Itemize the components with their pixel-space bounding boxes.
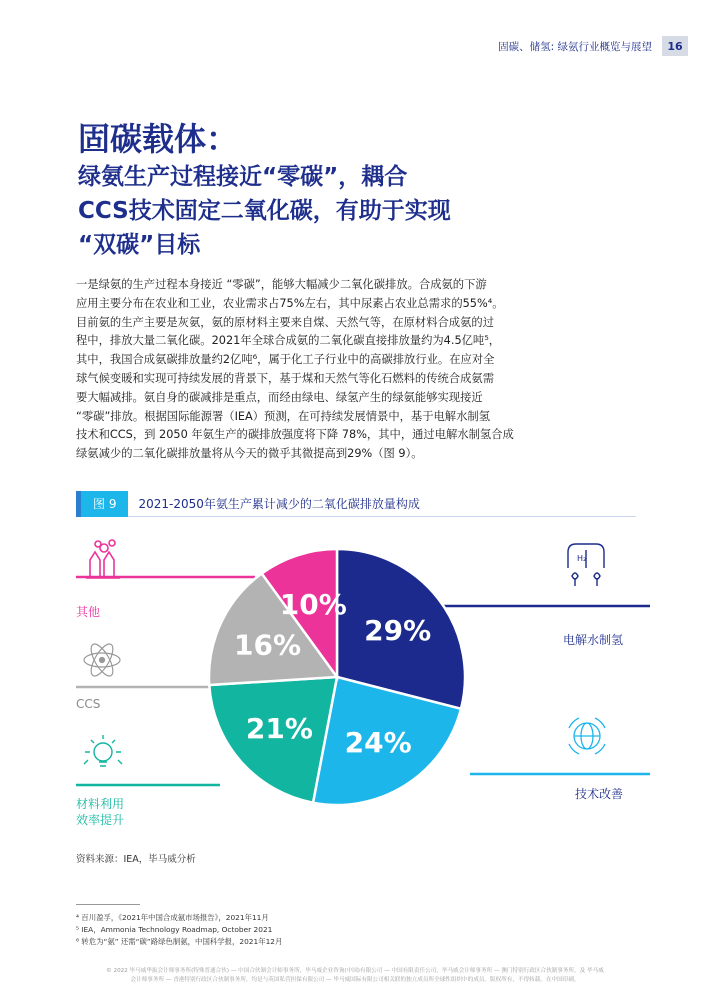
- footnote: ⁴ 百川盈孚，《2021年中国合成氨市场报告》，2021年11月: [76, 913, 269, 922]
- header-title: 固碳、储氢: 绿氨行业概览与展望: [498, 40, 652, 53]
- body-line: 技术和CCS，到 2050 年氨生产的碳排放强度将下降 78%，其中，通过电解水制氢合成: [76, 428, 514, 442]
- label-other: 其他: [76, 605, 101, 619]
- label-material: [76, 796, 124, 828]
- globe-icon: [569, 718, 605, 754]
- factory-icon: [86, 540, 120, 578]
- copyright-notice: [60, 967, 650, 985]
- pie-value-label-0: 29%: [364, 613, 432, 647]
- pie-value-label-4: 10%: [279, 587, 347, 621]
- label-electrolysis: 电解水制氢: [563, 633, 624, 647]
- label-tech: 技术改善: [575, 787, 624, 801]
- atom-icon: [84, 641, 120, 679]
- footnote: ⁶ 转危为“氨” 还需“碳”路绿色制氨，中国科学报，2021年12月: [76, 937, 283, 946]
- footnote-divider: [76, 904, 140, 905]
- body-line: 其中，我国合成氨碳排放量约2亿吨⁶，属于化工子行业中的高碳排放行业。在应对全: [76, 353, 495, 367]
- body-line: 程中，排放大量二氧化碳。2021年全球合成氨的二氧化碳直接排放量约为4.5亿吨⁵，: [76, 334, 501, 348]
- pie-value-label-2: 21%: [245, 711, 313, 745]
- figure-number: 图 9: [76, 491, 128, 517]
- label-ccs: CCS: [76, 697, 101, 711]
- title-line-3: CCS技术固定二氧化碳，有助于实现: [78, 198, 451, 224]
- figure-title: 2021-2050年氨生产累计减少的二氧化碳排放量构成: [138, 497, 420, 511]
- copyright-line: 会计师事务所 — 香港特别行政区合伙制事务所，均是与英国私营担保有限公司 — 毕马威国际有限公司相关联的独立成员所全球性组织中的成员。版权所有，不得转载。在中国印刷。: [130, 977, 580, 983]
- body-line: 要大幅减排。氨自身的碳减排是重点，而经由绿电、绿氢产生的绿氨能够实现接近: [76, 390, 483, 404]
- pie-value-label-1: 24%: [344, 725, 412, 759]
- footnotes: [76, 912, 282, 948]
- body-line: 绿氨减少的二氧化碳排放量将从今天的微乎其微提高到29%（图 9）。: [76, 447, 423, 461]
- page-title: [78, 118, 638, 262]
- body-line: 目前氨的生产主要是灰氨，氨的原材料主要来自煤、天然气等，在原材料合成氨的过: [76, 315, 494, 329]
- source-note: 资料来源：IEA，毕马威分析: [76, 854, 196, 865]
- label-material-line-2: 效率提升: [76, 813, 125, 827]
- page-header: [498, 36, 688, 56]
- pie-value-label-3: 16%: [233, 628, 302, 662]
- title-line-1: 固碳载体：: [78, 120, 239, 158]
- body-line: 一是绿氨的生产过程本身接近 “零碳”，能够大幅减少二氧化碳排放。合成氨的下游: [76, 278, 487, 291]
- body-line: 应用主要分布在农业和工业，农业需求占75%左右，其中尿素占农业总需求的55%⁴。: [76, 296, 504, 310]
- h2-icon-text: H₂: [577, 554, 587, 563]
- body-line: 球气候变暖和实现可持续发展的背景下，基于煤和天然气等化石燃料的传统合成氨需: [76, 371, 494, 385]
- title-line-2: 绿氨生产过程接近“零碳”，耦合: [78, 164, 408, 190]
- footnote: ⁵ IEA，Ammonia Technology Roadmap, October 2021: [76, 925, 273, 934]
- body-paragraph: [76, 276, 636, 464]
- body-line: “零碳”排放。根据国际能源署（IEA）预测，在可持续发展情景中，基于电解水制氢: [76, 409, 490, 423]
- copyright-line: © 2022 毕马威华振会计师事务所(特殊普通合伙) — 中国合伙制会计师事务所，毕马威企业咨询(中国)有限公司 — 中国有限责任公司，毕马威会计师事务所 — 澳门特别行政区合伙制事务所，及 毕马威: [106, 968, 604, 974]
- lightbulb-icon: [84, 735, 122, 766]
- title-line-4: “双碳”目标: [78, 232, 201, 258]
- page-number: 16: [662, 36, 688, 56]
- electrolysis-icon: [568, 544, 604, 586]
- label-material-line-1: 材料利用: [76, 797, 125, 811]
- figure-caption: [76, 491, 636, 517]
